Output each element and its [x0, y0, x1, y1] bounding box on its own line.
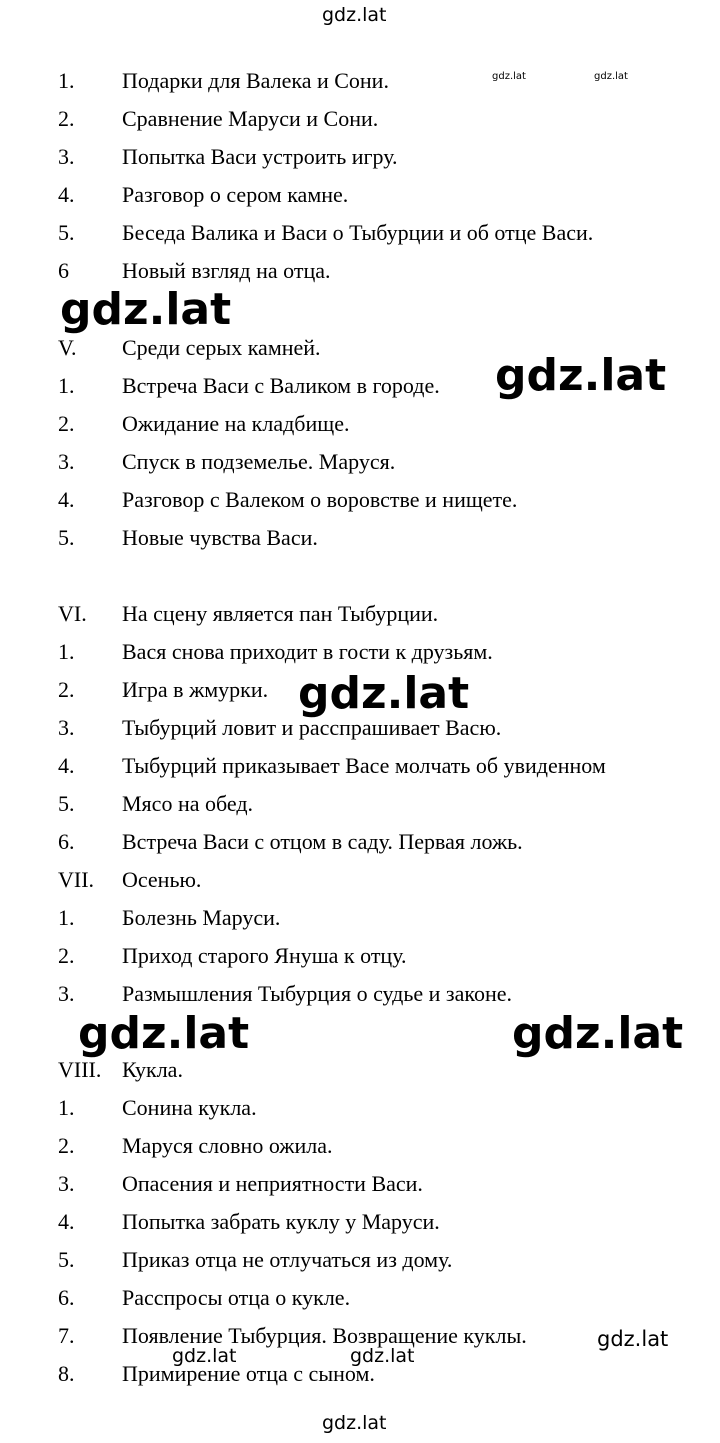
item-number: 3. [58, 1171, 75, 1196]
item-text: Спуск в подземелье. Маруся. [122, 449, 396, 474]
item-number: 3. [58, 449, 75, 474]
item-number: 8. [58, 1361, 75, 1386]
section-number: VII. [58, 867, 95, 892]
section-title: На сцену является пан Тыбурции. [122, 601, 439, 626]
item-text: Игра в жмурки. [122, 677, 269, 702]
item-number: 5. [58, 1247, 75, 1272]
item-text: Опасения и неприятности Васи. [122, 1171, 423, 1196]
item-number: 2. [58, 943, 75, 968]
watermark: gdz.lat [492, 71, 526, 82]
item-text: Разговор с Валеком о воровстве и нищете. [122, 487, 518, 512]
item-number: 3. [58, 981, 75, 1006]
item-text: Болезнь Маруси. [122, 905, 281, 930]
item-text: Вася снова приходит в гости к друзьям. [122, 639, 493, 664]
watermark: gdz.lat [597, 1327, 669, 1351]
item-number: 2. [58, 1133, 75, 1158]
item-number: 6. [58, 829, 75, 854]
item-number: 6 [58, 258, 69, 283]
item-number: 4. [58, 753, 75, 778]
item-number: 4. [58, 487, 75, 512]
item-text: Встреча Васи с отцом в саду. Первая ложь. [122, 829, 523, 854]
item-number: 4. [58, 182, 75, 207]
item-text: Подарки для Валека и Сони. [122, 68, 389, 93]
item-text: Ожидание на кладбище. [122, 411, 350, 436]
section-number: V. [58, 335, 77, 360]
section-number: VIII. [58, 1057, 102, 1082]
item-text: Попытка забрать куклу у Маруси. [122, 1209, 440, 1234]
item-text: Сравнение Маруси и Сони. [122, 106, 379, 131]
watermark: gdz.lat [298, 668, 470, 719]
item-text: Приказ отца не отлучаться из дому. [122, 1247, 453, 1272]
item-text: Беседа Валика и Васи о Тыбурции и об отце Васи. [122, 220, 594, 245]
item-number: 7. [58, 1323, 75, 1348]
item-text: Тыбурций ловит и расспрашивает Васю. [122, 715, 502, 740]
item-text: Мясо на обед. [122, 791, 254, 816]
item-number: 5. [58, 791, 75, 816]
section-title: Кукла. [122, 1057, 183, 1082]
watermark: gdz.lat [322, 1412, 387, 1434]
item-text: Приход старого Януша к отцу. [122, 943, 407, 968]
item-number: 5. [58, 525, 75, 550]
watermark: gdz.lat [78, 1008, 250, 1059]
item-number: 5. [58, 220, 75, 245]
section-number: VI. [58, 601, 87, 626]
watermark: gdz.lat [350, 1345, 415, 1367]
watermark: gdz.lat [512, 1008, 684, 1059]
item-text: Появление Тыбурция. Возвращение куклы. [122, 1323, 527, 1348]
item-text: Расспросы отца о кукле. [122, 1285, 351, 1310]
watermark: gdz.lat [60, 284, 232, 335]
item-number: 3. [58, 144, 75, 169]
item-number: 4. [58, 1209, 75, 1234]
watermark: gdz.lat [594, 71, 628, 82]
item-number: 6. [58, 1285, 75, 1310]
item-number: 1. [58, 68, 75, 93]
item-text: Примирение отца с сыном. [122, 1361, 375, 1386]
item-text: Размышления Тыбурция о судье и законе. [122, 981, 512, 1006]
item-number: 2. [58, 106, 75, 131]
item-text: Новые чувства Васи. [122, 525, 318, 550]
item-number: 1. [58, 905, 75, 930]
item-number: 1. [58, 639, 75, 664]
item-number: 2. [58, 677, 75, 702]
item-number: 1. [58, 1095, 75, 1120]
item-text: Попытка Васи устроить игру. [122, 144, 398, 169]
item-text: Встреча Васи с Валиком в городе. [122, 373, 440, 398]
watermark: gdz.lat [322, 4, 387, 26]
item-text: Маруся словно ожила. [122, 1133, 333, 1158]
watermark: gdz.lat [172, 1345, 237, 1367]
item-number: 2. [58, 411, 75, 436]
item-number: 1. [58, 373, 75, 398]
watermark: gdz.lat [495, 350, 667, 401]
item-number: 3. [58, 715, 75, 740]
item-text: Разговор о сером камне. [122, 182, 349, 207]
section-title: Среди серых камней. [122, 335, 321, 360]
item-text: Тыбурций приказывает Васе молчать об увиденном [122, 753, 606, 778]
item-text: Новый взгляд на отца. [122, 258, 331, 283]
item-text: Сонина кукла. [122, 1095, 257, 1120]
section-title: Осенью. [122, 867, 202, 892]
